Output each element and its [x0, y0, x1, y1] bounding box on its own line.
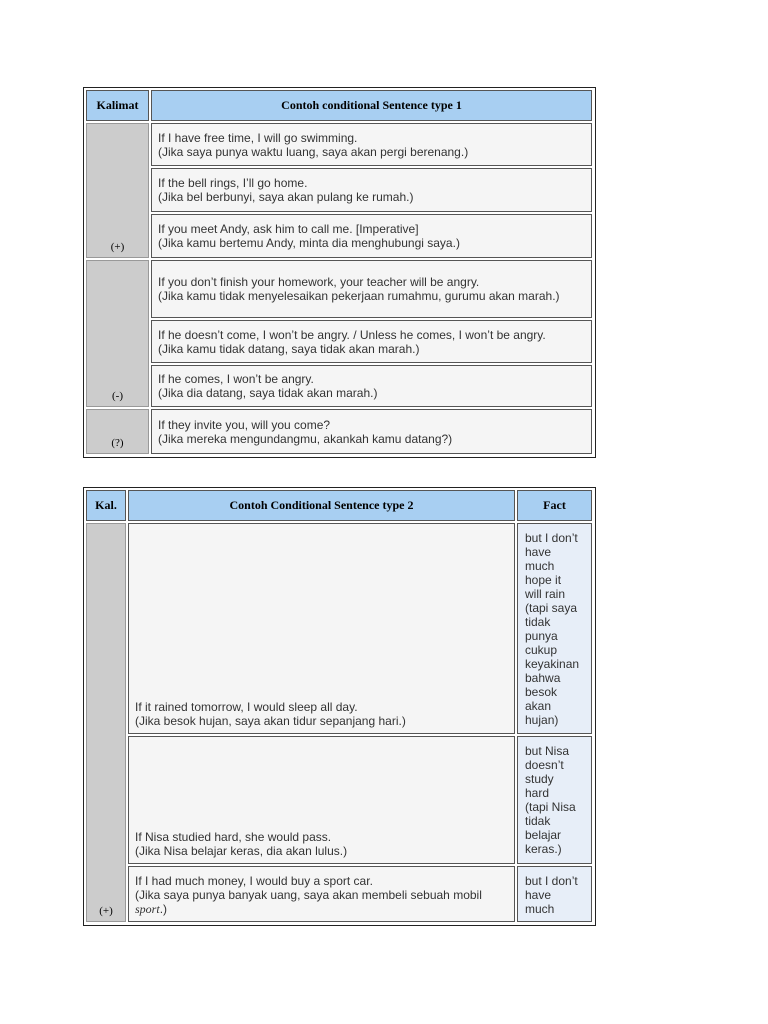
italic-word: sport [135, 902, 160, 916]
example-english: If he comes, I won’t be angry. [158, 372, 314, 386]
table2-header-fact: Fact [517, 490, 592, 521]
table-row [128, 866, 515, 922]
example-indonesian: (Jika saya punya banyak uang, saya akan membeli sebuah mobil sport.) [135, 888, 482, 916]
table-row [151, 168, 592, 212]
example-english: If it rained tomorrow, I would sleep all day. [135, 700, 358, 714]
label-positive: (+) [86, 123, 149, 258]
example-indonesian: (Jika mereka mengundangmu, akankah kamu datang?) [158, 431, 453, 446]
fact-cell [517, 866, 592, 922]
label-negative: (-) [86, 260, 149, 407]
conditional-type1-table [83, 87, 596, 458]
table-row [151, 214, 592, 258]
conditional-type2-table [83, 487, 596, 926]
example-indonesian: (Jika dia datang, saya tidak akan marah.) [158, 386, 378, 400]
fact-cell [517, 523, 592, 734]
table-row [151, 123, 592, 166]
example-english: If the bell rings, I’ll go home. [158, 176, 308, 190]
table-row [151, 320, 592, 363]
example-indonesian: (Jika kamu tidak menyelesaikan pekerjaan rumahmu, gurumu akan marah.) [158, 289, 560, 303]
fact-text: but I don’t have much [525, 874, 578, 916]
example-indonesian: (Jika Nisa belajar keras, dia akan lulus.) [135, 844, 348, 858]
label-question: (?) [86, 409, 149, 454]
fact-text: but I don’t have much hope it will rain (tapi saya tidak punya cukup keyakinan bahwa besok akan hujan) [525, 531, 580, 727]
example-indonesian: (Jika saya punya waktu luang, saya akan pergi berenang.) [158, 144, 469, 159]
table-row [128, 736, 515, 864]
example-english: If I have free time, I will go swimming. [158, 130, 358, 145]
example-indonesian: (Jika kamu bertemu Andy, minta dia menghubungi saya.) [158, 236, 460, 250]
fact-text: but Nisa doesn’t study hard (tapi Nisa tidak belajar keras.) [525, 744, 576, 856]
table-row [151, 409, 592, 454]
table1-header-kalimat: Kalimat [86, 90, 149, 121]
label-positive: (+) [86, 523, 126, 922]
example-english: If I had much money, I would buy a sport car. [135, 874, 373, 888]
example-english: If you don’t finish your homework, your teacher will be angry. [158, 275, 480, 289]
table-row [151, 365, 592, 407]
example-indonesian: (Jika besok hujan, saya akan tidur sepanjang hari.) [135, 714, 406, 728]
example-indonesian: (Jika kamu tidak datang, saya tidak akan marah.) [158, 341, 420, 356]
example-english: If he doesn’t come, I won’t be angry. / Unless he comes, I won’t be angry. [158, 327, 546, 342]
example-indonesian: (Jika bel berbunyi, saya akan pulang ke rumah.) [158, 190, 414, 204]
fact-cell [517, 736, 592, 864]
table2-header-kal: Kal. [86, 490, 126, 521]
example-english: If you meet Andy, ask him to call me. [Imperative] [158, 222, 419, 236]
table-row [151, 260, 592, 318]
example-english: If Nisa studied hard, she would pass. [135, 830, 332, 844]
table-row [128, 523, 515, 734]
table1-header-examples: Contoh conditional Sentence type 1 [151, 90, 592, 121]
table2-header-examples: Contoh Conditional Sentence type 2 [128, 490, 515, 521]
example-english: If they invite you, will you come? [158, 417, 331, 432]
